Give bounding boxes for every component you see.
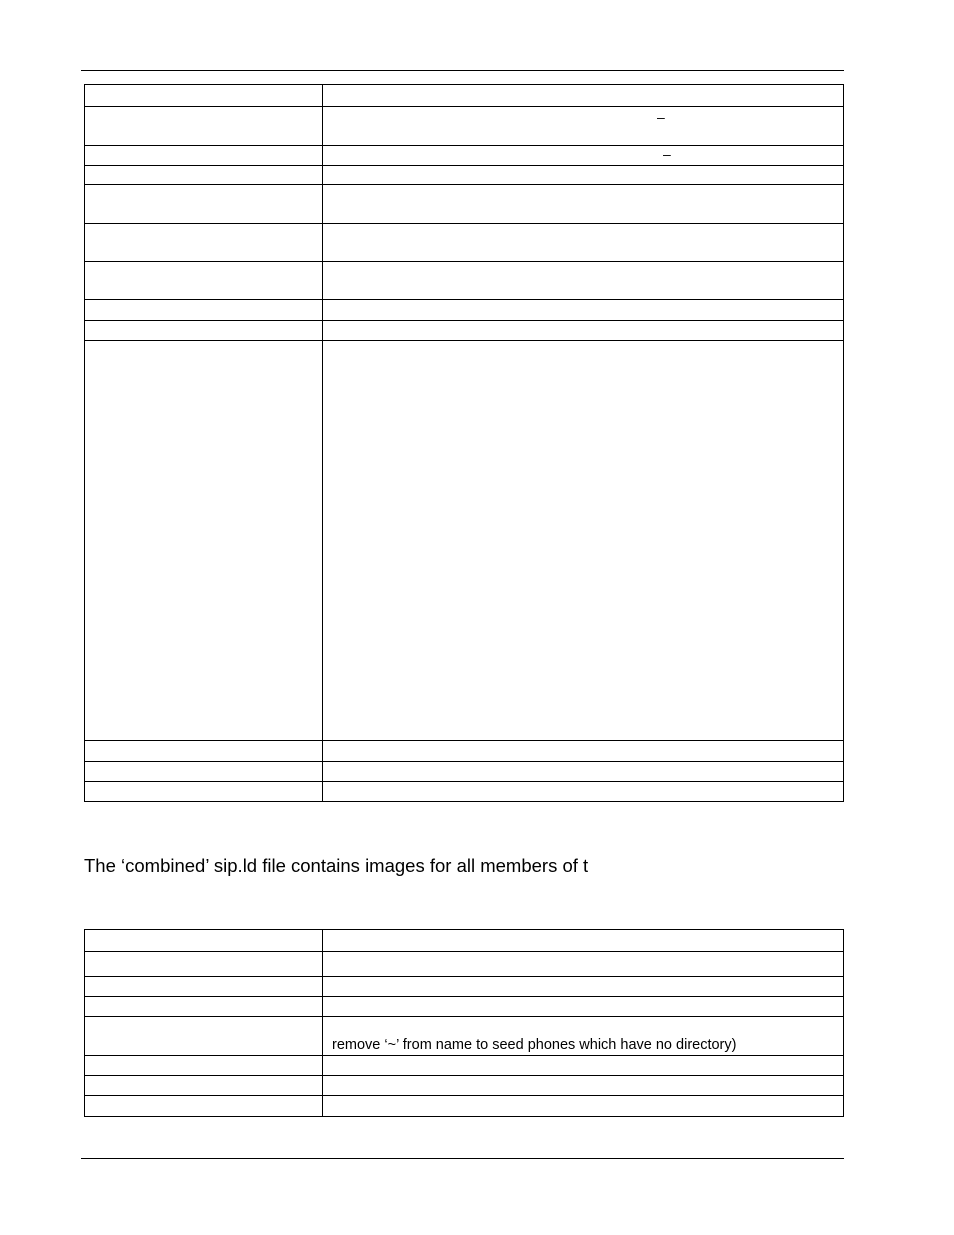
table-cell-right (323, 930, 844, 952)
table-cell-right (323, 1096, 844, 1117)
table-row (85, 166, 844, 185)
table-cell-right (323, 300, 844, 321)
table-cell-left (85, 1076, 323, 1096)
table-cell-right (323, 85, 844, 107)
table-row (85, 341, 844, 741)
table-2 (84, 929, 844, 1117)
table-cell-right (323, 224, 844, 262)
table-1 (84, 84, 844, 802)
table-cell-right (323, 762, 844, 782)
table-cell-right (323, 741, 844, 762)
dash-mark: – (663, 146, 671, 162)
table-cell-right (323, 166, 844, 185)
table-row (85, 782, 844, 802)
table-cell-left (85, 146, 323, 166)
table-cell-left (85, 741, 323, 762)
table-row (85, 321, 844, 341)
table-row (85, 997, 844, 1017)
table-cell-right (323, 782, 844, 802)
table-cell-right (323, 146, 844, 166)
table-cell-right (323, 1017, 844, 1056)
table-row (85, 741, 844, 762)
table-row (85, 107, 844, 146)
table-cell-right (323, 1056, 844, 1076)
table-row (85, 146, 844, 166)
table-cell-right (323, 977, 844, 997)
table-cell-left (85, 262, 323, 300)
table-cell-left (85, 952, 323, 977)
table-cell-right (323, 262, 844, 300)
body-paragraph: The ‘combined’ sip.ld file contains images for all members of t (84, 855, 589, 876)
table-row (85, 762, 844, 782)
table-row (85, 952, 844, 977)
table-row (85, 1056, 844, 1076)
table-row (85, 1076, 844, 1096)
table-row (85, 977, 844, 997)
table-cell-left (85, 224, 323, 262)
table-cell-left (85, 107, 323, 146)
table-cell-left (85, 85, 323, 107)
table-cell-left (85, 1096, 323, 1117)
table-row (85, 224, 844, 262)
table-cell-left (85, 762, 323, 782)
table-cell-left (85, 997, 323, 1017)
table-cell-right (323, 997, 844, 1017)
dash-mark: – (657, 109, 665, 125)
table-row (85, 85, 844, 107)
table-cell-right (323, 185, 844, 224)
table-row (85, 930, 844, 952)
table-cell-right (323, 1076, 844, 1096)
table-cell-left (85, 321, 323, 341)
table-cell-left (85, 1056, 323, 1076)
table-cell-left (85, 782, 323, 802)
table-cell-right (323, 952, 844, 977)
table-cell-right (323, 107, 844, 146)
table-cell-left (85, 977, 323, 997)
table-cell-right (323, 341, 844, 741)
footer-rule (81, 1158, 844, 1159)
table-row (85, 262, 844, 300)
table-row (85, 185, 844, 224)
table-cell-left (85, 166, 323, 185)
table-row (85, 1096, 844, 1117)
table-cell-right (323, 321, 844, 341)
table-cell-left (85, 185, 323, 224)
table-cell-text: remove ‘~’ from name to seed phones which have no directory) (332, 1037, 737, 1053)
table-row (85, 1017, 844, 1056)
table-row (85, 300, 844, 321)
table-cell-left (85, 1017, 323, 1056)
table-cell-left (85, 300, 323, 321)
header-rule (81, 70, 844, 71)
table-cell-left (85, 930, 323, 952)
table-cell-left (85, 341, 323, 741)
